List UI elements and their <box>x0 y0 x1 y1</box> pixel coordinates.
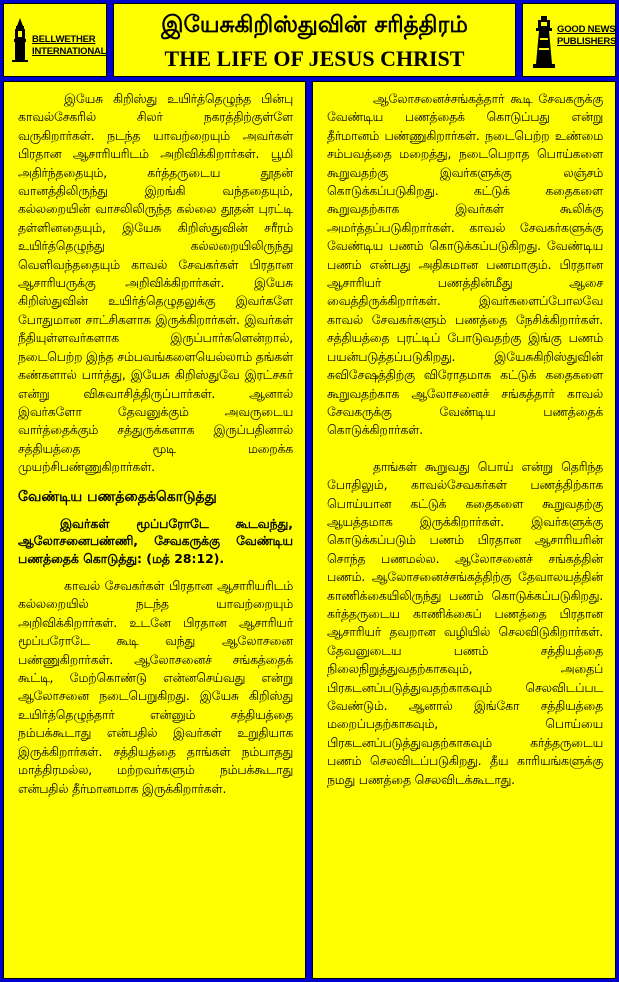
left-paragraph-1: இயேசு கிறிஸ்து உயிர்த்தெழுந்த பின்பு காவல்சேகரில் சிலர் நகரத்திற்குள்ளே வருகிறார்கள். நடந்த யாவற்றையும் அவர்கள் பிரதான ஆசாரியரிடம் அறிவிக்கிறார்கள். பூமி அதிர்ந்ததையும், கர்த்தருடைய தூதன் வானத்திலிருந்து இறங்கி வந்ததையும், கல்லறையின் வாசலிலிருந்த கல்லை தூதன் புரட்டி தள்ளினதையும், இயேசு கிறிஸ்துவின் சரீரம் உயிர்த்தெழுந்து கல்லறையிலிருந்து வெளிவந்ததையும் காவல் சேவகர்கள் பிரதான ஆசாரியருக்கு அறிவிக்கிறார்கள். இயேசு கிறிஸ்துவின் உயிர்த்தெழுதலுக்கு இவர்களே போதுமான சாட்சிகளாக இருக்கிறார்கள். இவர்கள் நீதியுள்ளவர்களாக இருப்பார்களென்றால், நடைபெற்ற இந்த சம்பவங்களையெல்லாம் தங்கள் கண்களால் பார்த்து, இயேசு கிறிஸ்துவே இரட்சகர் என்று விசுவாசித்திருப்பார்கள். ஆனால் இவர்களோ தேவனுக்கும் அவருடைய வார்த்தைக்கும் சத்துருக்களாக இருப்பதினால் சத்தியத்தை மூடி மறைக்க முயற்சிபண்ணுகிறார்கள். <box>18 91 293 475</box>
bellwether-logo <box>3 3 107 77</box>
good-news-logo <box>522 3 616 77</box>
right-paragraph-2: தாங்கள் கூறுவது பொய் என்று தெரிந்த போதிலும், காவல்சேவகர்கள் பணத்திற்காக பொய்யான கட்டுக் கதைகளை கூறுவதற்கு ஆயத்தமாக இருக்கிறார்கள். இவர்களுக்கு கொடுக்கப்படும் பணம் பிரதான ஆசாரியரின் சொந்த பணமல்ல. ஆலோசனைச் சங்கத்தின் பணம். ஆலோசனைச்சங்கத்திற்கு தேவாலயத்தின் காணிக்கையிலிருந்து பணம் கொடுக்கப்படுகிறது. கர்த்தருடைய காணிக்கைப் பணத்தை பிரதான ஆசாரியர் தவறான வழியில் செலவிடுகிறார்கள். தேவனுடைய பணம் சத்தியத்தை நிலைநிறுத்துவதற்காகவும், அதைப் பிரகடனப்படுத்துவதற்காகவும் செலவிடப்பட வேண்டும். ஆனால் இங்கோ சத்தியத்தை மறைப்பதற்காகவும், பொய்யை பிரகடனப்படுத்துவதற்காகவும் கர்த்தருடைய பணம் செலவிடப்படுகிறது. தீய காரியங்களுக்கு நமது பணத்தை செலவிடக்கூடாது. <box>327 458 603 787</box>
logo-left-line2: INTERNATIONAL <box>32 46 107 57</box>
page-header <box>113 3 516 77</box>
left-paragraph-2: காவல் சேவகர்கள் பிரதான ஆசாரியரிடம் கல்லறையில் நடந்த யாவற்றையும் அறிவிக்கிறார்கள். உடனே பிரதான ஆசாரியர் மூப்பரோடே கூடி வந்து ஆலோசனை பண்ணுகிறார்கள். ஆலோசனைச் சங்கத்தைக் கூட்டி, மேற்கொண்டு என்னசெய்வது என்று ஆலோசனை நடைபெறுகிறது. இயேசு கிறிஸ்து உயிர்த்தெழுந்தார் என்னும் சத்தியத்தை நம்பக்கூடாது என்பதில் இவர்கள் உறுதியாக இருக்கிறார்கள். சத்தியத்தை தாங்கள் நம்பாதது மாத்திரமல்ல, மற்றவர்களும் நம்பக்கூடாது என்பதில் தீர்மானமாக இருக்கிறார்கள். <box>18 578 293 796</box>
page-title-english: THE LIFE OF JESUS CHRIST <box>164 46 465 71</box>
left-column <box>3 81 306 979</box>
bell-tower-icon <box>10 18 30 62</box>
logo-right-line2: PUBLISHERS <box>557 36 617 47</box>
logo-right-line1: GOOD NEWS <box>557 24 616 35</box>
right-paragraph-1: ஆலோசனைச்சங்கத்தார் கூடி சேவகருக்கு வேண்டிய பணத்தைக் கொடுப்பது என்று தீர்மானம் பண்ணுகிறார்கள். நடைபெற்ற உண்மை சம்பவத்தை மறைத்து, நடைபெறாத பொய்களை கூறுவதற்கு இவர்களுக்கு லஞ்சம் கொடுக்கப்படுகிறது. கட்டுக் கதைகளை கூறுவதற்காக இவர்கள் கூலிக்கு அமர்த்தப்படுகிறார்கள். காவல் சேவகர்களுக்கு வேண்டிய பணம் கொடுக்கப்படுகிறது. வேண்டிய பணம் என்பது அதிகமான பணமாகும். பிரதான ஆசாரியர் பணத்தின்மீது ஆசை வைத்திருக்கிறார்கள். இவர்களைப்போலவே காவல் சேவகர்களும் பணத்தை நேசிக்கிறார்கள். சத்தியத்தை புரட்டிப் போடுவதற்கு இங்கு பணம் பயன்படுத்தப்படுகிறது. இயேசுகிறிஸ்துவின் சுவிசேஷத்திற்கு விரோதமாக கட்டுக் கதைகளை கூறுவதற்காக ஆலோசனைச் சங்கத்தார் காவல் சேவகருக்கு வேண்டிய பணத்தைக் கொடுக்கிறார்கள். <box>327 91 603 438</box>
lighthouse-icon <box>533 16 555 68</box>
logo-left-line1: BELLWETHER <box>32 34 96 45</box>
page-title-tamil: இயேசுகிறிஸ்துவின் சரித்திரம் <box>161 12 468 38</box>
scripture-verse: இவர்கள் மூப்பரோடே கூடவந்து, ஆலோசனைபண்ணி, சேவகருக்கு வேண்டிய பணத்தைக் கொடுத்து: (மத் 28:12). <box>18 515 293 566</box>
section-heading: வேண்டிய பணத்தைக்கொடுத்து <box>18 488 217 505</box>
right-column <box>312 81 616 979</box>
